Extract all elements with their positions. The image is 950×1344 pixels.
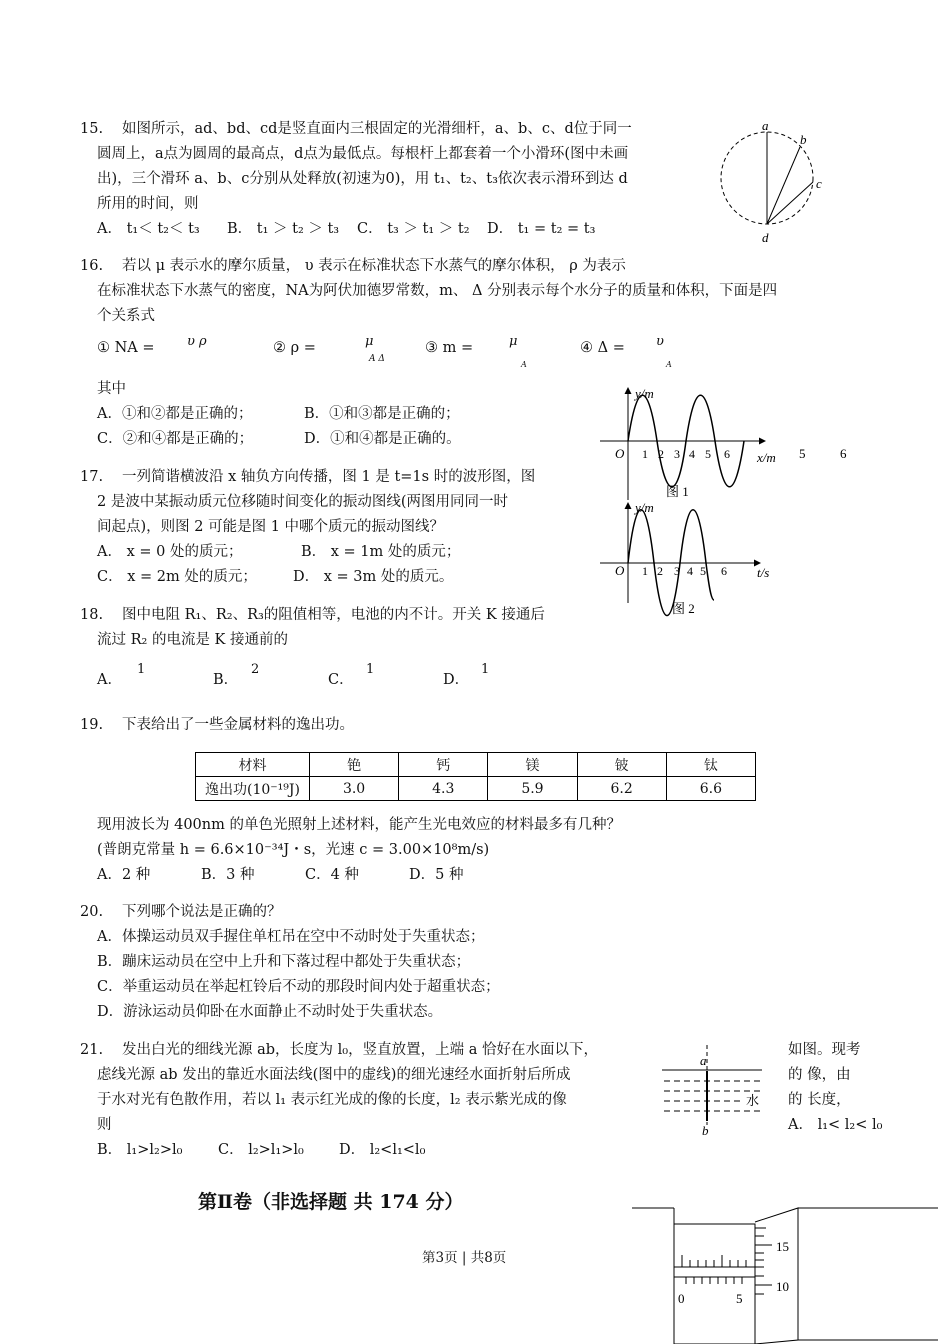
section2-title: 第Ⅱ卷（非选择题 共 174 分） (198, 1191, 464, 1213)
q21-option-d: D． l₂<l₁<l₀ (339, 1142, 426, 1158)
q16-number: 16. (80, 258, 104, 274)
q16-formula-1: ① NA = υ ρ (97, 334, 207, 356)
q16-option-c: C．②和④都是正确的； (97, 431, 254, 447)
table-cell: 6.2 (577, 777, 666, 801)
q19-option-d: D．5 种 (409, 867, 464, 883)
q17-option-b: B． x = 1m 处的质元； (301, 544, 461, 560)
q20-option-b: B．蹦床运动员在空中上升和下落过程中都处于失重状态； (97, 954, 471, 970)
q18-option-c: C． 1 (328, 662, 375, 688)
q15-option-a: A． t₁＜ t₂＜ t₃ (97, 221, 200, 237)
micrometer-figure (632, 1200, 938, 1344)
q19-intro: 19. 下表给出了一些金属材料的逸出功。 (80, 713, 354, 738)
q15-circle-figure (720, 120, 830, 245)
fig2-tick-5: 5 (700, 564, 706, 578)
fig2-tick-1: 1 (642, 564, 648, 578)
q15-line-4: 所用的时间，则 (97, 196, 199, 212)
q18-block (80, 603, 545, 653)
table-cell: 逸出功(10⁻¹⁹J) (196, 777, 310, 801)
thimble-10: 10 (776, 1279, 789, 1294)
q17-block (80, 465, 535, 590)
q19-option-c: C．4 种 (305, 867, 359, 883)
q21-line-3: 于水对光有色散作用，若以 l₁ 表示红光成的像的长度，l₂ 表示紫光成的像 (97, 1092, 567, 1108)
fig1-xlabel: x/m (757, 450, 776, 465)
q16-formula-3: ③ m = μ A (425, 334, 527, 369)
label-water: 水 (746, 1093, 760, 1108)
label-b: b (800, 132, 807, 147)
q16-option-a: A．①和②都是正确的； (97, 406, 253, 422)
table-header-cell: 铯 (310, 753, 399, 777)
q16-formula-2: ② ρ = μ A Δ (273, 334, 385, 364)
q21-block (80, 1038, 598, 1163)
q15-options (80, 217, 632, 242)
table-cell: 3.0 (310, 777, 399, 801)
q19-option-a: A．2 种 (97, 867, 151, 883)
q21-right-column (788, 1038, 882, 1138)
q15-line-2: 圆周上，a点为圆周的最高点，d点为最低点。每根杆上都套着一个小滑环(图中未画 (97, 146, 629, 162)
q20-block (80, 900, 500, 1025)
q18-option-a: A． 1 (97, 662, 146, 688)
q16-formula-4: ④ Δ = υ A (580, 334, 672, 369)
fig1-extra-6: 6 (840, 446, 847, 461)
q17-option-a: A． x = 0 处的质元； (97, 544, 243, 560)
q16-lead: 其中 (97, 381, 126, 397)
table-header-cell: 材料 (196, 753, 310, 777)
q15-option-d: D． t₁ = t₂ = t₃ (487, 221, 596, 237)
q16-option-d: D．①和④都是正确的。 (304, 431, 461, 447)
fig2-ylabel: y/m (635, 500, 654, 515)
q15-line-3: 出)，三个滑环 a、b、c分别从处释放(初速为0)，用 t₁、t₂、t₃依次表示滑环到达 d (97, 171, 628, 187)
q18-option-b: B． 2 (213, 662, 260, 688)
table-header-cell: 钙 (399, 753, 488, 777)
q15-line-1: 15. 如图所示，ad、bd、cd是竖直面内三根固定的光滑细杆，a、b、c、d位于同一 (80, 117, 632, 142)
main-scale-5: 5 (736, 1291, 743, 1306)
q21-line-2: 虑线光源 ab 发出的靠近水面法线(图中的虚线)的细光速经水面折射后所成 (97, 1067, 571, 1083)
thimble-15: 15 (776, 1239, 789, 1254)
table-header-cell: 镁 (488, 753, 577, 777)
q16-option-b: B．①和③都是正确的； (304, 406, 460, 422)
table-row (196, 777, 756, 801)
fig1-tick-2: 2 (658, 447, 664, 461)
label-c: c (816, 176, 822, 191)
q20-option-a: A．体操运动员双手握住单杠吊在空中不动时处于失重状态； (97, 929, 485, 945)
fig1-tick-1: 1 (642, 447, 648, 461)
thimble-ticks (755, 1228, 772, 1294)
q20-option-d: D．游泳运动员仰卧在水面静止不动时处于失重状态。 (97, 1004, 443, 1020)
q16-block (80, 254, 777, 329)
q16-answer-block (97, 377, 461, 452)
label-a: a (762, 118, 769, 133)
q15-option-c: C． t₃ ＞ t₁ ＞ t₂ (357, 221, 470, 237)
q21-right-line-1: 如图。现考 (788, 1042, 861, 1058)
q17-option-c: C． x = 2m 处的质元； (97, 569, 257, 585)
q21-number: 21. (80, 1042, 104, 1058)
fig2-tick-3: 3 (674, 564, 680, 578)
q21-right-line-3: 的 长度， (788, 1092, 851, 1108)
fig1-caption: 图 1 (666, 484, 689, 499)
q19-number: 19. (80, 717, 104, 733)
q20-option-c: C．举重运动员在举起杠铃后不动的那段时间内处于超重状态； (97, 979, 500, 995)
fig2-caption: 图 2 (672, 601, 695, 616)
q17-option-d: D． x = 3m 处的质元。 (293, 569, 454, 585)
q15-option-b: B． t₁ ＞ t₂ ＞ t₃ (227, 221, 340, 237)
q18-number: 18. (80, 607, 104, 623)
q21-option-b: B． l₁>l₂>l₀ (97, 1142, 183, 1158)
fig1-tick-3: 3 (674, 447, 680, 461)
q21-line-4: 则 (97, 1117, 112, 1133)
table-cell: 4.3 (399, 777, 488, 801)
q19-option-b: B．3 种 (201, 867, 255, 883)
table-header-row (196, 753, 756, 777)
fig2-origin: O (615, 563, 625, 578)
fig2-tick-2: 2 (657, 564, 663, 578)
fig1-tick-6: 6 (724, 447, 730, 461)
fig1-tick-5: 5 (705, 447, 711, 461)
q18-line-2: 流过 R₂ 的电流是 K 接通前的 (97, 632, 288, 648)
q20-intro: 20. 下列哪个说法是正确的？ (80, 900, 500, 925)
fig1-extra-5: 5 (799, 446, 806, 461)
q18-option-d: D． 1 (443, 662, 490, 688)
q17-line-3: 间起点)，则图 2 可能是图 1 中哪个质元的振动图线？ (97, 519, 445, 535)
q15-number: 15. (80, 121, 104, 137)
work-function-table (195, 752, 756, 801)
q21-line-1: 21. 发出白光的细线光源 ab，长度为 l₀，竖直放置，上端 a 恰好在水面以下， (80, 1038, 598, 1063)
q21-water-figure (660, 1043, 770, 1138)
label-a: a (700, 1053, 707, 1068)
fig1-ylabel: y/m (635, 386, 654, 401)
q18-line-1: 18. 图中电阻 R₁、R₂、R₃的阻值相等，电池的内不计。开关 K 接通后 (80, 603, 545, 628)
q17-line-1: 17. 一列简谐横波沿 x 轴负方向传播，图 1 是 t=1s 时的波形图，图 (80, 465, 535, 490)
fig1-tick-4: 4 (689, 447, 695, 461)
page-footer: 第3页 | 共8页 (422, 1250, 507, 1266)
fig1-origin: O (615, 446, 625, 461)
table-cell: 5.9 (488, 777, 577, 801)
q16-line-1: 16. 若以 μ 表示水的摩尔质量， υ 表示在标准状态下水蒸气的摩尔体积， ρ 为表示 (80, 254, 777, 279)
fig2-tick-4: 4 (687, 564, 693, 578)
q19-line-2: (普朗克常量 h = 6.6×10⁻³⁴J・s，光速 c = 3.00×10⁸m/s) (97, 842, 490, 858)
q21-right-line-2: 的 像，由 (788, 1067, 851, 1083)
rod-bd (767, 147, 800, 224)
fig2-tick-6: 6 (721, 564, 727, 578)
q17-fig2-vibration (600, 495, 790, 620)
q17-fig1-waveform (600, 380, 850, 505)
table-header-cell: 钛 (666, 753, 755, 777)
table-cell: 6.6 (666, 777, 755, 801)
q16-line-2: 在标准状态下水蒸气的密度，NA为阿伏加德罗常数，m、 Δ 分别表示每个水分子的质量和体积，下面是四 (97, 283, 778, 299)
q17-number: 17. (80, 469, 104, 485)
label-d: d (762, 230, 769, 245)
sleeve-ticks (682, 1255, 746, 1284)
q19-line-1: 现用波长为 400nm 的单色光照射上述材料，能产生光电效应的材料最多有几种？ (97, 817, 621, 833)
q20-number: 20. (80, 904, 104, 920)
q16-line-3: 个关系式 (97, 308, 155, 324)
q15-block (80, 117, 632, 242)
q21-option-a: A． l₁< l₂< l₀ (788, 1117, 883, 1133)
table-header-cell: 铍 (577, 753, 666, 777)
q19-body (97, 813, 621, 888)
q21-option-c: C． l₂>l₁>l₀ (218, 1142, 304, 1158)
fig2-xlabel: t/s (757, 565, 770, 580)
q17-line-2: 2 是波中某振动质元位移随时间变化的振动图线(两图用同同一时 (97, 494, 508, 510)
label-b: b (702, 1123, 709, 1138)
rod-cd (767, 182, 813, 224)
main-scale-0: 0 (678, 1291, 685, 1306)
